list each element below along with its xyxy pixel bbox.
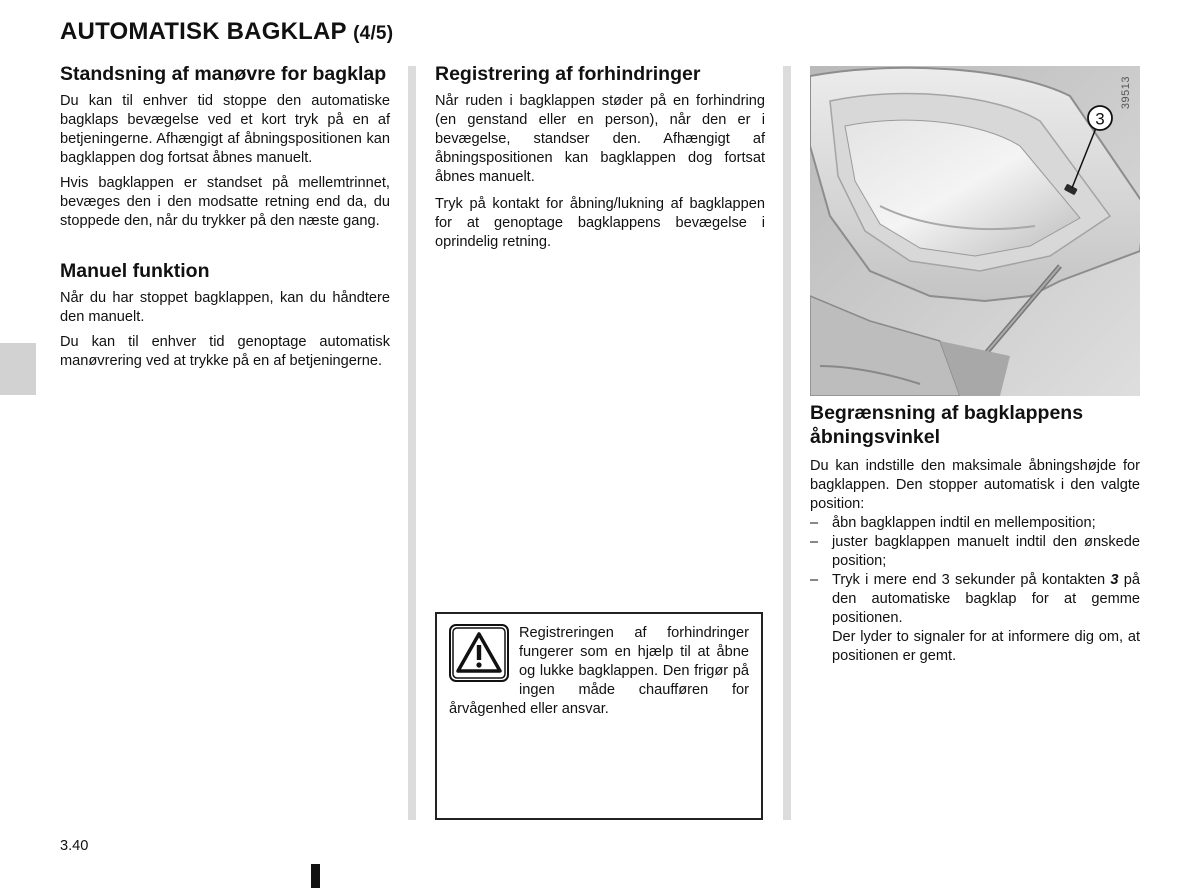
warning-box xyxy=(435,612,763,820)
reference-number: 3 xyxy=(1110,572,1119,588)
list-dash: – xyxy=(810,572,819,588)
list-item-text: åbn bagklappen indtil en mellemposition; xyxy=(832,515,1096,531)
steps-list xyxy=(810,514,1140,666)
list-item xyxy=(810,514,1140,533)
section-heading-obstacle-detection: Registrering af forhindringer xyxy=(435,63,701,85)
section-heading-manual: Manuel funktion xyxy=(60,260,210,282)
column-divider-right xyxy=(783,66,791,820)
callout-number: 3 xyxy=(1095,109,1105,129)
page-title xyxy=(60,18,393,46)
paragraph: Når ruden i bagklappen støder på en forhindring (en genstand eller en person), når den er i bevægelse, standser den. Afhængigt af åbningspositionen kan bagklappen dog fortsat åbnes manuelt. xyxy=(435,93,765,185)
page-part-indicator: (4/5) xyxy=(353,23,394,44)
right-column xyxy=(810,401,1140,666)
list-item xyxy=(810,571,1140,666)
page-number: 3.40 xyxy=(60,838,89,854)
list-item-text: på den automatiske bagklap for at gemme positionen. xyxy=(832,572,1140,626)
paragraph: Når du har stoppet bagklappen, kan du håndtere den manuelt. xyxy=(60,290,390,325)
section-heading-stopping: Standsning af manøvre for bagklap xyxy=(60,63,387,85)
paragraph: Hvis bagklappen er standset på mellemtrinnet, bevæges den i den modsatte retning end da, du stoppede den, når du trykker på den næste gang. xyxy=(60,175,390,229)
paragraph: Du kan til enhver tid genoptage automatisk manøvrering ved at trykke på en af betjeningerne. xyxy=(60,334,390,369)
section-heading-opening-angle: Begrænsning af bagklappens åbningsvinkel xyxy=(810,402,1084,448)
list-item-note: Der lyder to signaler for at informere dig om, at positionen er gemt. xyxy=(832,629,1140,664)
tailgate-photo xyxy=(810,66,1140,396)
figure-reference-code: 39513 xyxy=(1120,76,1132,110)
paragraph: Tryk på kontakt for åbning/lukning af bagklappen for at genoptage bagklappens bevægelse i oprindelig retning. xyxy=(435,196,765,250)
column-divider-left xyxy=(408,66,416,820)
list-item xyxy=(810,533,1140,571)
list-dash: – xyxy=(810,534,819,550)
list-item-text: juster bagklappen manuelt indtil den ønskede position; xyxy=(832,534,1140,569)
warning-text: Registreringen af forhindringer fungerer som en hjælp til at åbne og lukke bagklappen. Den frigør på ingen måde chaufføren for årvågenhed eller ansvar. xyxy=(449,625,749,717)
list-dash: – xyxy=(810,515,819,531)
page-marker xyxy=(311,864,320,888)
chapter-tab xyxy=(0,343,36,395)
middle-column xyxy=(435,62,765,252)
list-item-text: Tryk i mere end 3 sekunder på kontakten xyxy=(832,572,1111,588)
left-column xyxy=(60,62,390,371)
paragraph: Du kan til enhver tid stoppe den automatiske bagklaps bevægelse ved et kort tryk på en af betjeningerne. Afhængigt af åbningspositionen kan bagklappen dog fortsat åbnes manuelt. xyxy=(60,93,390,166)
warning-triangle-icon xyxy=(449,624,509,682)
page-title-text: AUTOMATISK BAGKLAP xyxy=(60,18,347,45)
paragraph: Du kan indstille den maksimale åbningshøjde for bagklappen. Den stopper automatisk i den valgte position: xyxy=(810,458,1140,512)
